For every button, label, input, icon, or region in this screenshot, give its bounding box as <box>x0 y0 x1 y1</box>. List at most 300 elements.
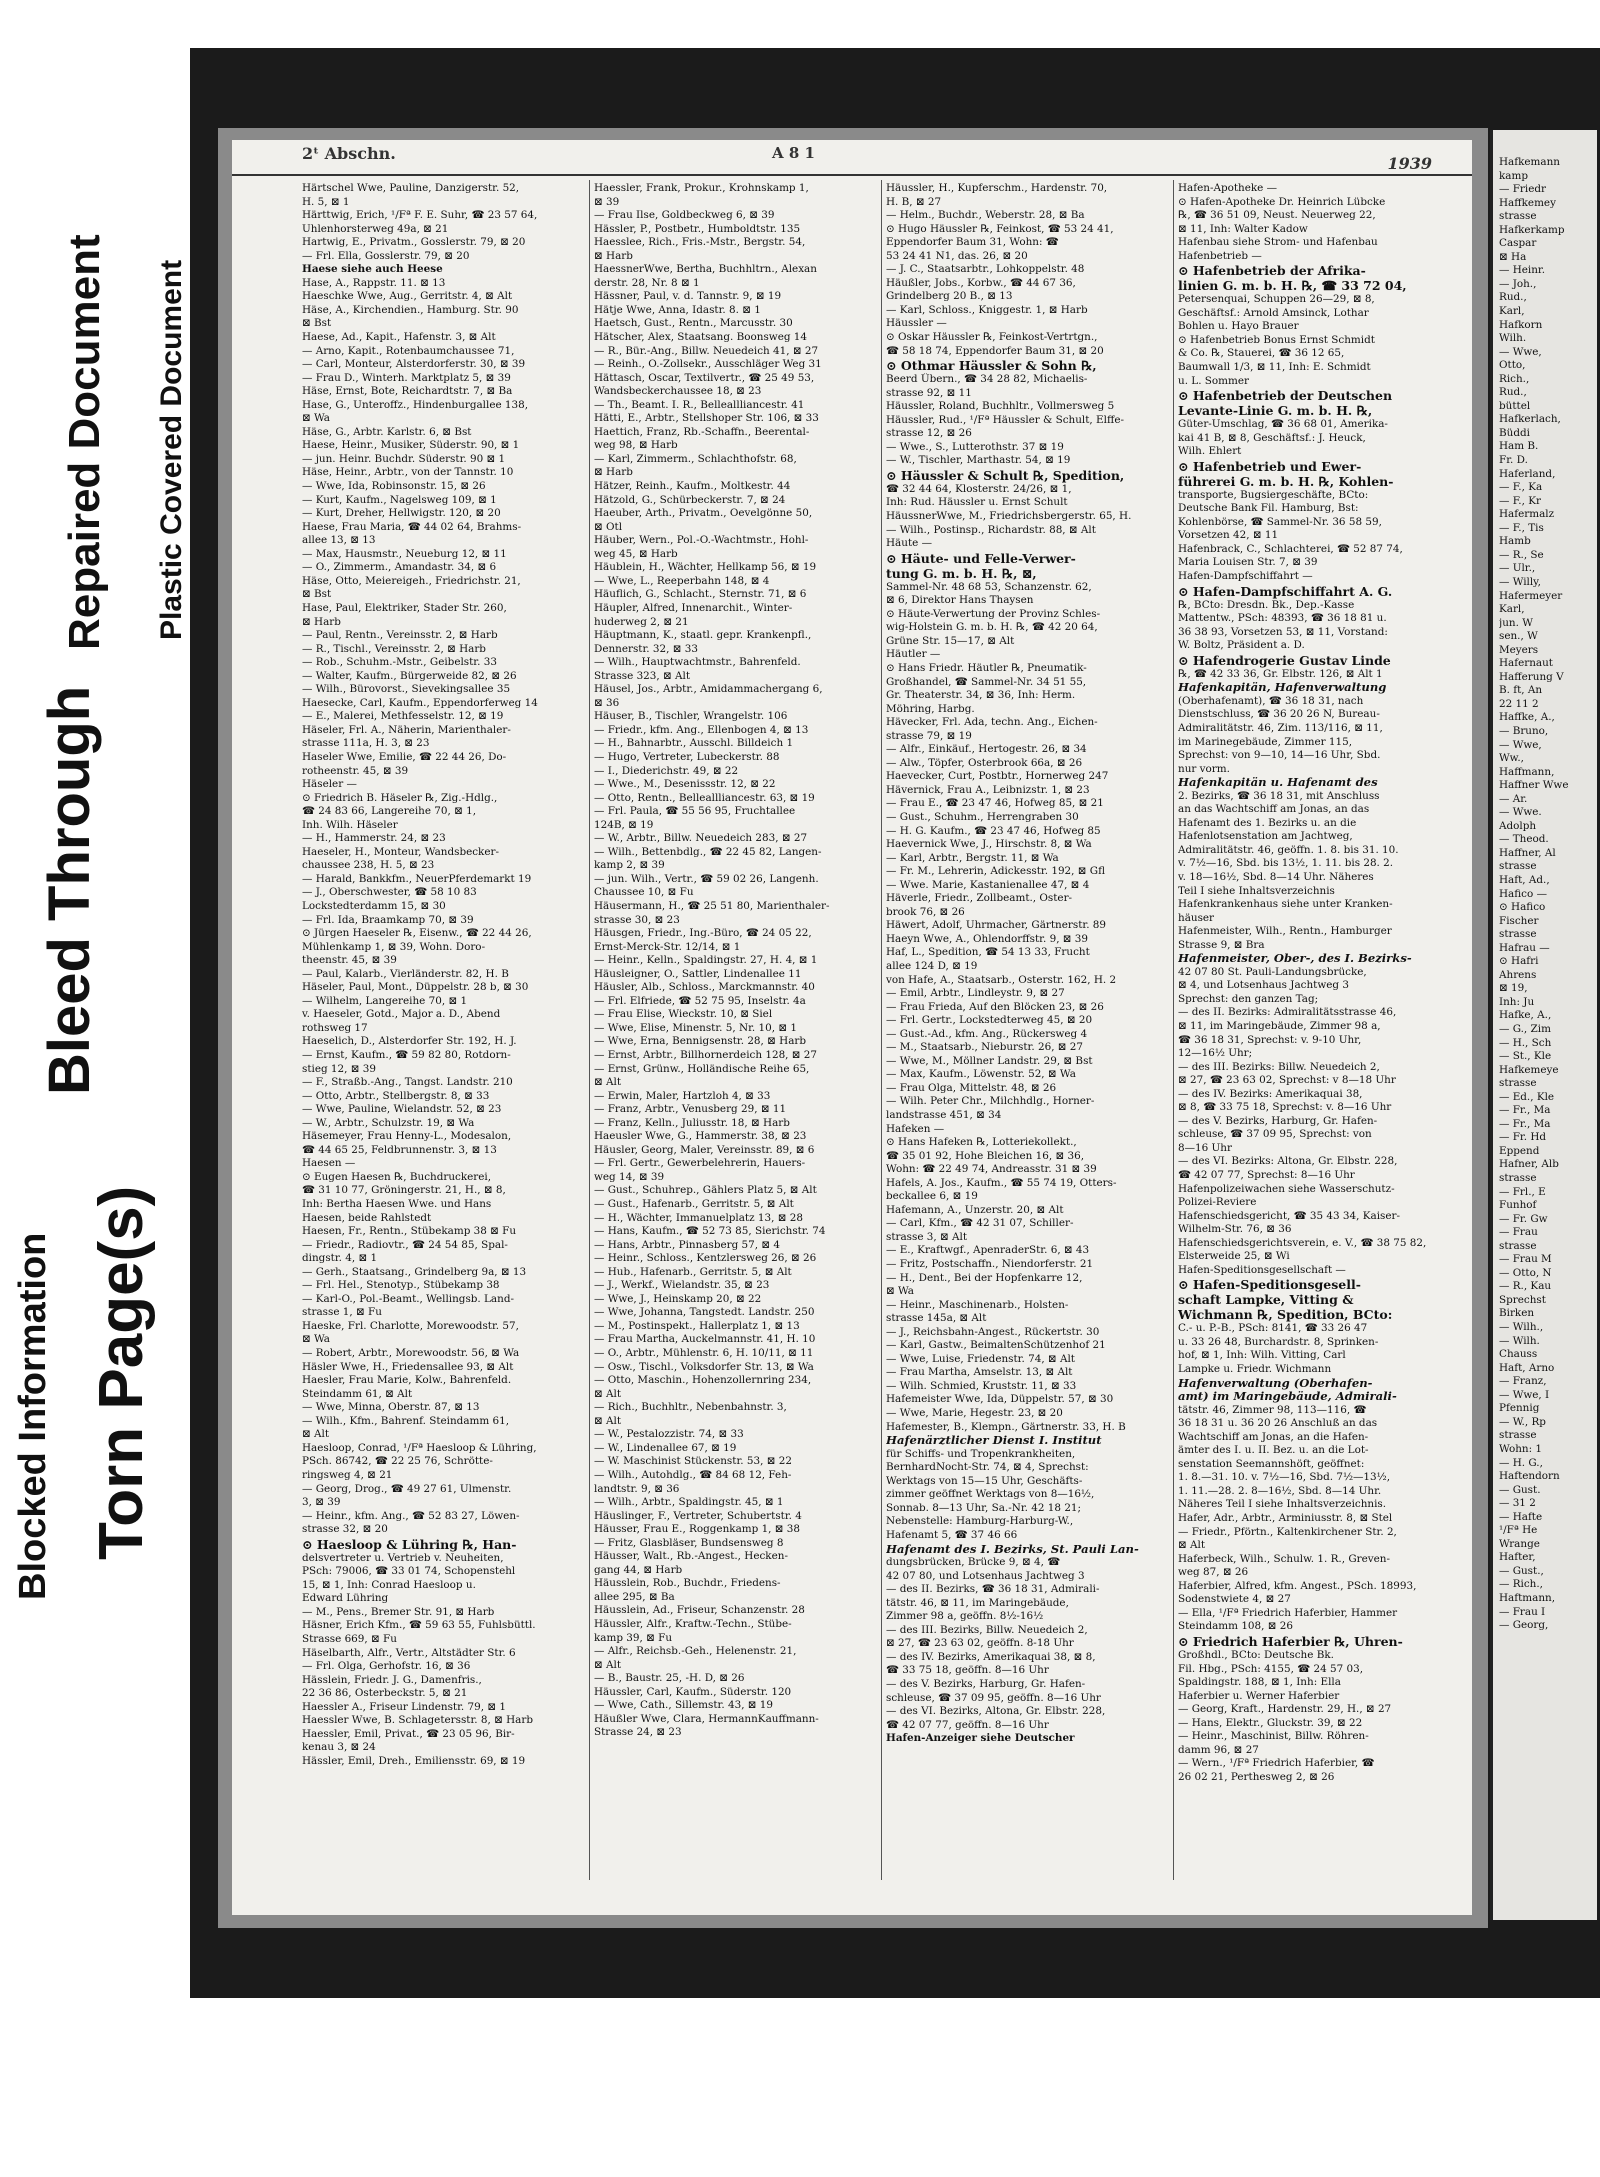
directory-entry-line: Sonnab. 8—13 Uhr, Sa.-Nr. 42 18 21; <box>886 1501 1082 1514</box>
directory-entry-line: Hafenmeister, Ober-, des I. Bezirks- <box>1178 952 1412 966</box>
directory-entry-line: strasse 79, ⊠ 19 <box>886 729 972 742</box>
directory-entry-line: Strasse 24, ⊠ 23 <box>594 1726 682 1739</box>
directory-entry-line: — F., Tis <box>1499 521 1544 534</box>
directory-entry-line: 42 07 80 St. Pauli-Landungsbrücke, <box>1178 965 1367 978</box>
directory-entry-line: chaussee 238, H. 5, ⊠ 23 <box>302 859 435 872</box>
directory-entry-line: Häusser, Frau E., Roggenkamp 1, ⊠ 38 <box>594 1523 801 1536</box>
directory-entry-line: Hafermeyer <box>1499 589 1563 602</box>
directory-entry-line: — W., Pestalozzistr. 74, ⊠ 33 <box>594 1428 744 1441</box>
directory-entry-line: Hafemann, A., Unzerstr. 20, ⊠ Alt <box>886 1203 1064 1216</box>
directory-entry-line: — Otto, Rentn., Belleallliancestr. 63, ⊠ 19 <box>594 791 815 804</box>
directory-entry-line: ⊠ 8, ☎ 33 75 18, Sprechst: v. 8—16 Uhr <box>1178 1101 1392 1114</box>
directory-entry-line: tätstr. 46, ⊠ 11, im Maringebäude, <box>886 1596 1069 1609</box>
directory-entry-line: Haffner Wwe <box>1499 779 1569 792</box>
directory-entry-line: Haese, Ad., Kapit., Hafenstr. 3, ⊠ Alt <box>302 331 496 344</box>
directory-entry-line: Häusser, Walt., Rb.-Angest., Hecken- <box>594 1550 788 1563</box>
directory-entry-line: Kohlenbörse, ☎ Sammel-Nr. 36 58 59, <box>1178 515 1382 528</box>
directory-entry-line: ⊙ Hafri <box>1499 955 1539 968</box>
directory-entry-line: — Heinr., Maschinenarb., Holsten- <box>886 1298 1069 1311</box>
directory-entry-line: Sprechst: den ganzen Tag; <box>1178 992 1319 1005</box>
directory-entry-line: häuser <box>1178 911 1215 924</box>
directory-entry-line: 22 11 2 <box>1499 697 1539 710</box>
directory-entry-line: Möhring, Harbg. <box>886 702 975 715</box>
directory-entry-line: ℞, BCto: Dresdn. Bk., Dep.-Kasse <box>1178 598 1355 611</box>
directory-entry-line: strasse 12, ⊠ 26 <box>886 427 972 440</box>
directory-entry-line: Zimmer 98 a, geöffn. 8½-16½ <box>886 1610 1044 1623</box>
directory-entry-line: Fr. D. <box>1499 454 1528 467</box>
directory-entry-line: Karl, <box>1499 603 1525 616</box>
directory-entry-line: — Ulr., <box>1499 562 1536 575</box>
directory-entry-line: Häusslein, Ad., Friseur, Schanzenstr. 28 <box>594 1604 805 1617</box>
directory-entry-line: Güter-Umschlag, ☎ 36 68 01, Amerika- <box>1178 418 1388 431</box>
directory-entry-line: Otto, <box>1499 359 1526 372</box>
directory-entry-line: brook 76, ⊠ 26 <box>886 905 965 918</box>
directory-entry-line: — Fr. M., Lehrerin, Adickesstr. 192, ⊠ Gfl <box>886 865 1106 878</box>
directory-entry-line: Werktags von 15—15 Uhr, Geschäfts- <box>886 1474 1083 1487</box>
directory-entry-line: — Frl. Hel., Stenotyp., Stübekamp 38 <box>302 1279 500 1292</box>
directory-entry-line: ⊙ Hafen-Apotheke Dr. Heinrich Lübcke <box>1178 195 1386 208</box>
directory-entry-line: — Gust., Hafenarb., Gerritstr. 5, ⊠ Alt <box>594 1198 794 1211</box>
directory-entry-line: Admiralitätstr. 46, geöffn. 1. 8. bis 31. 10. <box>1178 843 1399 856</box>
directory-entry-line: ⊠ 36 <box>594 696 620 709</box>
directory-entry-line: Häusgen, Friedr., Ing.-Büro, ☎ 24 05 22, <box>594 927 812 940</box>
directory-entry-line: v. Haeseler, Gotd., Major a. D., Abend <box>302 1008 501 1021</box>
directory-entry-line: landstrasse 451, ⊠ 34 <box>886 1109 1002 1121</box>
directory-entry-line: Eppendorfer Baum 31, Wohn: ☎ <box>886 236 1059 249</box>
directory-entry-line: jun. W <box>1499 616 1533 629</box>
directory-entry-line: — des VI. Bezirks, Altona, Gr. Elbstr. 228, <box>886 1705 1106 1718</box>
blocked-information-label: Blocked Information <box>12 1232 54 1600</box>
column-2 <box>594 182 879 1882</box>
directory-entry-line: Hafen-Anzeiger siehe Deutscher <box>886 1732 1075 1745</box>
directory-entry-line: amt) im Maringebäude, Admirali- <box>1178 1390 1397 1404</box>
directory-entry-line: Chauss <box>1499 1348 1538 1361</box>
directory-entry-line: ⊠ Harb <box>302 615 341 628</box>
directory-entry-line: Häuber, Wern., Pol.-O.-Wachtmstr., Hohl- <box>594 534 809 547</box>
directory-entry-line: Häverle, Friedr., Zollbeamt., Oster- <box>886 892 1073 905</box>
directory-entry-line: PSch: 79006, ☎ 33 01 74, Schopenstehl <box>302 1565 516 1578</box>
directory-entry-line: allee 124 D, ⊠ 19 <box>886 959 978 972</box>
directory-entry-line: ⊙ Friedrich B. Häseler ℞, Zig.-Hdlg., <box>302 791 498 804</box>
directory-entry-line: Birken <box>1499 1307 1535 1320</box>
column-3 <box>886 182 1171 1882</box>
directory-entry-line: Sprechst <box>1499 1293 1546 1306</box>
directory-entry-line: ⊠ 11, Inh: Walter Kadow <box>1178 222 1308 235</box>
directory-entry-line: Spaldingstr. 188, ⊠ 1, Inh: Ella <box>1178 1676 1341 1689</box>
directory-entry-line: 42 07 80, und Lotsenhaus Jachtweg 3 <box>886 1569 1085 1582</box>
directory-entry-line: Häussler, Roland, Buchhltr., Vollmersweg 5 <box>886 400 1115 413</box>
directory-entry-line: Hafenverwaltung (Oberhafen- <box>1178 1376 1373 1390</box>
directory-entry-line: dingstr. 4, ⊠ 1 <box>302 1252 378 1265</box>
directory-entry-line: — H., Hammerstr. 24, ⊠ 23 <box>302 832 446 845</box>
directory-entry-line: — Th., Beamt. I. R., Belleallliancestr. 41 <box>594 398 805 411</box>
directory-entry-line: kamp 39, ⊠ Fu <box>594 1631 673 1644</box>
directory-entry-line: — Frau Martha, Auckelmannstr. 41, H. 10 <box>594 1333 816 1346</box>
directory-entry-line: — Heinr., Kelln., Spaldingstr. 27, H. 4, ⊠ 1 <box>594 954 818 967</box>
directory-entry-line: weg 14, ⊠ 39 <box>594 1170 665 1183</box>
directory-entry-line: — Wwe. Marie, Kastanienallee 47, ⊠ 4 <box>886 878 1090 891</box>
directory-entry-line: senstation Seemannshöft, geöffnet: <box>1178 1457 1365 1470</box>
directory-entry-line: damm 96, ⊠ 27 <box>1178 1743 1259 1756</box>
directory-entry-line: ⊠ 6, Direktor Hans Thaysen <box>886 594 1034 607</box>
directory-entry-line: Haferbier u. Werner Haferbier <box>1178 1689 1340 1702</box>
directory-entry-line: Adolph <box>1499 819 1537 832</box>
directory-entry-line: weg 87, ⊠ 26 <box>1178 1566 1249 1579</box>
directory-entry-line: — H., Bahnarbtr., Ausschl. Billdeich 1 <box>594 737 794 750</box>
directory-entry-line: — Frau <box>1499 1226 1538 1239</box>
directory-entry-line: Hafner, Alb <box>1499 1158 1559 1171</box>
directory-entry-line: 53 24 41 N1, das. 26, ⊠ 20 <box>886 249 1028 262</box>
directory-entry-line: Haesen, beide Rahlstedt <box>302 1211 432 1224</box>
directory-entry-line: Haettich, Franz, Rb.-Schaffn., Beerental- <box>594 425 810 438</box>
directory-entry-line: — Franz, Kelln., Juliusstr. 18, ⊠ Harb <box>594 1116 790 1129</box>
directory-entry-line: Großhandel, ☎ Sammel-Nr. 34 51 55, <box>886 675 1087 688</box>
directory-entry-line: strasse 145a, ⊠ Alt <box>886 1312 987 1325</box>
directory-entry-line: ☎ 58 18 74, Eppendorfer Baum 31, ⊠ 20 <box>886 344 1104 357</box>
directory-entry-line: theenstr. 45, ⊠ 39 <box>302 954 397 967</box>
directory-entry-line: Häute — <box>886 537 932 550</box>
directory-entry-line: — Wwe, Elise, Minenstr. 5, Nr. 10, ⊠ 1 <box>594 1021 797 1034</box>
directory-entry-line: für Schiffs- und Tropenkrankheiten, <box>886 1447 1076 1460</box>
directory-entry-line: Hässner, Paul, v. d. Tannstr. 9, ⊠ 19 <box>594 290 782 303</box>
directory-entry-line: Häusermann, H., ☎ 25 51 80, Marienthaler- <box>594 899 830 912</box>
directory-entry-line: — Franz, Arbtr., Venusberg 29, ⊠ 11 <box>594 1103 787 1116</box>
directory-entry-line: — Kurt, Kaufm., Nagelsweg 109, ⊠ 1 <box>302 493 497 506</box>
directory-entry-line: B. ft, An <box>1499 684 1543 697</box>
directory-entry-line: Hafenärztlicher Dienst I. Institut <box>886 1434 1102 1448</box>
directory-entry-line: — Friedr <box>1499 183 1546 196</box>
directory-entry-line: — Reinh., O.-Zollsekr., Ausschläger Weg 31 <box>594 358 822 371</box>
directory-entry-line: Hafenmeister, Wilh., Rentn., Hamburger <box>1178 925 1392 938</box>
directory-entry-line: Großhdl., BCto: Deutsche Bk. <box>1178 1648 1334 1661</box>
directory-entry-line: ⊙ Hafenbetrieb der Deutschen <box>1178 388 1393 404</box>
directory-entry-line: ⊠ 11, im Maringebäude, Zimmer 98 a, <box>1178 1019 1381 1032</box>
directory-entry-line: strasse <box>1499 1239 1537 1252</box>
directory-entry-line: Haeschke Wwe, Aug., Gerritstr. 4, ⊠ Alt <box>302 290 513 303</box>
directory-entry-line: Hafels, A. Jos., Kaufm., ☎ 55 74 19, Otters- <box>886 1176 1117 1189</box>
directory-entry-line: Büddi <box>1499 426 1530 439</box>
directory-entry-line: — Heinr., Maschinist, Billw. Röhren- <box>1178 1730 1369 1743</box>
directory-entry-line: Grüne Str. 15—17, ⊠ Alt <box>886 634 1015 647</box>
directory-entry-line: ⊠ 4, und Lotsenhaus Jachtweg 3 <box>1178 979 1349 992</box>
directory-entry-line: 22 36 86, Osterbeckstr. 5, ⊠ 21 <box>302 1687 468 1700</box>
directory-entry-line: Hafenschiedsgericht, ☎ 35 43 34, Kaiser- <box>1178 1209 1400 1222</box>
directory-entry-line: Härtschel Wwe, Pauline, Danzigerstr. 52, <box>302 182 520 194</box>
directory-entry-line: — Georg, <box>1499 1619 1549 1632</box>
directory-entry-line: — Heinr., Schloss., Kentzlersweg 26, ⊠ 26 <box>594 1252 817 1265</box>
directory-entry-line: Inh: Bertha Haesen Wwe. und Hans <box>302 1198 492 1211</box>
directory-entry-line: Haferbier, Alfred, kfm. Angest., PSch. 18993, <box>1178 1579 1417 1592</box>
torn-pages-label: Torn Page(s) <box>87 1185 156 1560</box>
directory-entry-line: Hafen-Dampfschiffahrt — <box>1178 570 1313 583</box>
directory-entry-line: Hafenbrack, C., Schlachterei, ☎ 52 87 74, <box>1178 542 1403 555</box>
directory-entry-line: Hafemester, B., Klempn., Gärtnerstr. 33, H. B <box>886 1420 1126 1433</box>
directory-entry-line: Haffmann, <box>1499 765 1555 778</box>
directory-entry-line: — Wwe, Pauline, Wielandstr. 52, ⊠ 23 <box>302 1103 502 1116</box>
directory-entry-line: Haseler Wwe, Emilie, ☎ 22 44 26, Do- <box>302 750 507 763</box>
directory-entry-line: ☎ 24 83 66, Langereihe 70, ⊠ 1, <box>302 805 477 818</box>
directory-entry-line: — Joh., <box>1499 277 1537 290</box>
directory-entry-line: — W., Rp <box>1499 1415 1546 1428</box>
directory-entry-line: Häse, Heinr., Arbtr., von der Tannstr. 10 <box>302 466 514 479</box>
directory-entry-line: ℞, ☎ 42 33 36, Gr. Elbstr. 126, ⊠ Alt 1 <box>1178 667 1383 680</box>
directory-entry-line: 36 38 93, Vorsetzen 53, ⊠ 11, Vorstand: <box>1178 625 1388 638</box>
directory-entry-line: v. 7½—16, Sbd. bis 13½, 1. 11. bis 28. 2. <box>1178 857 1394 870</box>
directory-entry-line: ⊠ Wa <box>302 1333 330 1346</box>
directory-entry-line: 8—16 Uhr <box>1178 1141 1232 1154</box>
directory-entry-line: — Wilh. Schmied, Kruststr. 11, ⊠ 33 <box>886 1379 1077 1392</box>
directory-entry-line: ☎ 32 44 64, Klosterstr. 24/26, ⊠ 1, <box>886 482 1072 495</box>
directory-entry-line: strasse <box>1499 1077 1537 1090</box>
directory-entry-line: derstr. 28, Nr. 8 ⊠ 1 <box>594 276 700 289</box>
directory-entry-line: Hätzold, G., Schürbeckerstr. 7, ⊠ 24 <box>594 493 786 506</box>
directory-entry-line: Hässler, P., Postbetr., Humboldtstr. 135 <box>594 222 801 235</box>
directory-entry-line: Hartwig, E., Privatm., Gosslerstr. 79, ⊠ 20 <box>302 236 526 249</box>
directory-entry-line: — jun. Heinr. Buchdr. Süderstr. 90 ⊠ 1 <box>302 452 506 465</box>
directory-entry-line: — M., Postinspekt., Hallerplatz 1, ⊠ 13 <box>594 1319 800 1332</box>
directory-page <box>232 140 1472 1915</box>
directory-entry-line: Hävernick, Frau A., Leibnizstr. 1, ⊠ 23 <box>886 783 1090 796</box>
directory-entry-line: Häussler, Alfr., Kraftw.-Techn., Stübe- <box>594 1617 792 1630</box>
directory-entry-line: — Hugo, Vertreter, Lubeckerstr. 88 <box>594 750 780 763</box>
directory-entry-line: Haesslee, Rich., Fris.-Mstr., Bergstr. 54, <box>594 236 806 249</box>
directory-entry-line: strasse <box>1499 860 1537 873</box>
directory-entry-line: — Frl. Gertr., Lockstedterweg 45, ⊠ 20 <box>886 1014 1093 1027</box>
directory-entry-line: ⊠ Alt <box>302 1428 330 1441</box>
directory-entry-line: Hafenkapitän, Hafenverwaltung <box>1178 681 1387 695</box>
bleed-through-label: Bleed Through <box>37 685 102 1095</box>
directory-entry-line: Hätscher, Alex, Staatsang. Boonsweg 14 <box>594 331 808 344</box>
directory-entry-line: 3, ⊠ 39 <box>302 1496 341 1509</box>
directory-entry-line: Fil. Hbg., PSch: 4155, ☎ 24 57 03, <box>1178 1662 1364 1675</box>
directory-entry-line: — Wwe, Ida, Robinsonstr. 15, ⊠ 26 <box>302 480 486 493</box>
directory-entry-line: — Ernst, Grünw., Holländische Reihe 65, <box>594 1062 810 1075</box>
directory-entry-line: strasse <box>1499 1172 1537 1185</box>
directory-entry-line: delsvertreter u. Vertrieb v. Neuheiten, <box>302 1551 504 1564</box>
directory-entry-line: — 31 2 <box>1499 1497 1536 1510</box>
directory-entry-line: — Wwe. <box>1499 806 1542 819</box>
directory-entry-line: strasse 1, ⊠ Fu <box>302 1306 382 1319</box>
directory-entry-line: — F., Ka <box>1499 481 1543 494</box>
directory-entry-line: — Franz, <box>1499 1375 1547 1388</box>
directory-entry-line: Steindamm 108, ⊠ 26 <box>1178 1620 1293 1633</box>
directory-entry-line: Eppend <box>1499 1144 1540 1157</box>
directory-entry-line: Häsler Wwe, H., Friedensallee 93, ⊠ Alt <box>302 1360 514 1373</box>
directory-entry-line: ⊙ Oskar Häussler ℞, Feinkost-Vertrtgn., <box>886 331 1098 344</box>
directory-entry-line: ⊠ Wa <box>302 412 330 425</box>
directory-entry-line: allee 13, ⊠ 13 <box>302 534 376 547</box>
directory-entry-line: — W., Tischler, Marthastr. 54, ⊠ 19 <box>886 454 1071 467</box>
directory-entry-line: ☎ 36 18 31, Sprechst: v. 9-10 Uhr, <box>1178 1033 1362 1046</box>
directory-entry-line: — Wilh. Peter Chr., Milchhdlg., Horner- <box>886 1095 1095 1108</box>
directory-entry-line: Haft, Ad., <box>1499 873 1550 886</box>
directory-entry-line: Hafenbau siehe Strom- und Hafenbau <box>1178 236 1378 249</box>
directory-entry-line: Fischer <box>1499 914 1539 927</box>
directory-entry-line: kenau 3, ⊠ 24 <box>302 1741 376 1754</box>
directory-entry-line: — W. Maschinist Stückenstr. 53, ⊠ 22 <box>594 1455 792 1468</box>
directory-entry-line: ⊠ Otl <box>594 520 623 533</box>
directory-entry-line: Hafkemeye <box>1499 1063 1559 1076</box>
directory-entry-line: — Fr. Hd <box>1499 1131 1547 1144</box>
directory-entry-line: — Karl, Zimmerm., Schlachthofstr. 68, <box>594 452 797 465</box>
directory-entry-line: PSch. 86742, ☎ 22 25 76, Schrötte- <box>302 1455 493 1468</box>
directory-entry-line: Karl, <box>1499 305 1525 318</box>
directory-entry-line: Meyers <box>1499 643 1539 656</box>
directory-entry-line: — Wwe, Cath., Sillemstr. 43, ⊠ 19 <box>594 1699 774 1712</box>
directory-entry-line: ⊠ Alt <box>594 1076 622 1089</box>
directory-entry-line: ☎ 42 07 77, Sprechst: 8—16 Uhr <box>1178 1169 1355 1181</box>
directory-entry-line: — H., Sch <box>1499 1036 1552 1049</box>
directory-entry-line: — Wwe, L., Reeperbahn 148, ⊠ 4 <box>594 574 770 587</box>
directory-entry-line: Hafermalz <box>1499 508 1555 521</box>
directory-entry-line: — Max, Hausmstr., Neueburg 12, ⊠ 11 <box>302 547 507 560</box>
directory-entry-line: ⊠ 27, ☎ 23 63 02, geöffn. 8-18 Uhr <box>886 1637 1074 1650</box>
directory-entry-line: — Friedr., Pförtn., Kaltenkirchener Str. 2, <box>1178 1525 1397 1538</box>
directory-entry-line: Häselbarth, Alfr., Vertr., Altstädter Str. 6 <box>302 1646 516 1659</box>
directory-entry-line: ⊙ Hans Friedr. Häutler ℞, Pneumatik- <box>886 661 1087 674</box>
directory-entry-line: — des V. Bezirks, Harburg, Gr. Hafen- <box>886 1677 1086 1690</box>
directory-entry-line: Haeyn Wwe, A., Ohlendorffstr. 9, ⊠ 39 <box>886 932 1089 945</box>
directory-entry-line: — F., Straßb.-Ang., Tangst. Landstr. 210 <box>302 1076 513 1089</box>
directory-entry-line: — Ed., Kle <box>1499 1090 1555 1103</box>
directory-entry-line: Häusler, Georg, Maler, Vereinsstr. 89, ⊠ 6 <box>594 1143 815 1156</box>
directory-entry-line: zimmer geöffnet Werktags von 8—16½, <box>886 1488 1095 1501</box>
directory-entry-line: Häupler, Alfred, Innenarchit., Winter- <box>594 601 793 614</box>
directory-entry-line: Ham B. <box>1499 440 1539 453</box>
directory-entry-line: — Friedr., Radiovtr., ☎ 24 54 85, Spal- <box>302 1238 508 1251</box>
directory-entry-line: — Frau Martha, Amselstr. 13, ⊠ Alt <box>886 1366 1073 1379</box>
directory-entry-line: Häuptmann, K., staatl. gepr. Krankenpfl., <box>594 629 812 642</box>
directory-entry-line: — Walter, Kaufm., Bürgerweide 82, ⊠ 26 <box>302 669 517 682</box>
directory-entry-line: Hafernaut <box>1499 657 1553 670</box>
directory-entry-line: Hafen-Speditionsgesellschaft — <box>1178 1263 1346 1276</box>
directory-entry-line: ⊙ Häussler & Schult ℞, Spedition, <box>886 467 1125 483</box>
directory-entry-line: Strasse 9, ⊠ Bra <box>1178 938 1265 951</box>
directory-entry-line: Hafkerkamp <box>1499 223 1565 236</box>
directory-entry-line: 26 02 21, Perthesweg 2, ⊠ 26 <box>1178 1770 1335 1783</box>
directory-entry-line: — R., Se <box>1499 548 1544 561</box>
directory-entry-line: — R., Kau <box>1499 1280 1552 1293</box>
directory-entry-line: Hafen-Apotheke — <box>1178 182 1278 194</box>
directory-entry-line: Maria Louisen Str. 7, ⊠ 39 <box>1178 556 1318 569</box>
directory-entry-line: Haffner, Al <box>1499 846 1556 859</box>
directory-entry-line: — H., Dent., Bei der Hopfenkarre 12, <box>886 1271 1083 1284</box>
directory-entry-line: Teil I siehe Inhaltsverzeichnis <box>1178 884 1335 897</box>
directory-entry-line: Hässler, Emil, Dreh., Emiliensstr. 69, ⊠ 19 <box>302 1754 526 1767</box>
directory-entry-line: — Alfr., Reichsb.-Geh., Helenenstr. 21, <box>594 1645 797 1658</box>
directory-entry-line: Edward Lühring <box>302 1592 389 1605</box>
directory-entry-line: — Kurt, Dreher, Hellwigstr. 120, ⊠ 20 <box>302 507 501 520</box>
directory-entry-line: Gr. Theaterstr. 34, ⊠ 36, Inh: Herm. <box>886 689 1076 702</box>
directory-entry-line: Wandsbeckerchaussee 18, ⊠ 23 <box>594 385 762 398</box>
directory-entry-line: rothsweg 17 <box>302 1021 368 1034</box>
directory-entry-line: tung G. m. b. H. ℞, ⊠, <box>886 565 1037 581</box>
directory-entry-line: nur vorm. <box>1178 762 1230 775</box>
directory-entry-line: Hafemeister Wwe, Ida, Düppelstr. 57, ⊠ 30 <box>886 1393 1114 1406</box>
directory-entry-line: Hafrau — <box>1499 941 1550 954</box>
directory-entry-line: — Alw., Töpfer, Osterbrook 66a, ⊠ 26 <box>886 756 1083 769</box>
directory-entry-line: 124B, ⊠ 19 <box>594 818 654 831</box>
directory-entry-line: ⊠ Alt <box>594 1658 622 1671</box>
directory-entry-line: — Wwe, Minna, Oberstr. 87, ⊠ 13 <box>302 1401 480 1414</box>
directory-entry-line: — R., Bür.-Ang., Billw. Neuedeich 41, ⊠ 27 <box>594 344 819 357</box>
directory-entry-line: — Emil, Arbtr., Lindleystr. 9, ⊠ 27 <box>886 987 1065 1000</box>
directory-entry-line: Häusel, Jos., Arbtr., Amidammachergang 6, <box>594 683 823 696</box>
directory-entry-line: landtstr. 9, ⊠ 36 <box>594 1482 680 1495</box>
directory-entry-line: Hafer, Adr., Arbtr., Arminiusstr. 8, ⊠ Stel <box>1178 1512 1393 1525</box>
directory-entry-line: — Wwe, M., Möllner Landstr. 29, ⊠ Bst <box>886 1054 1093 1067</box>
directory-entry-line: — Frau D., Winterh. Marktplatz 5, ⊠ 39 <box>302 371 511 384</box>
directory-entry-line: 36 18 31 u. 36 20 26 Anschluß an das <box>1178 1417 1378 1430</box>
directory-entry-line: schleuse, ☎ 37 09 95, Sprechst: von <box>1178 1128 1372 1141</box>
directory-entry-line: — Friedr., kfm. Ang., Ellenbogen 4, ⊠ 13 <box>594 723 809 736</box>
directory-entry-line: ⊙ Häute- und Felle-Verwer- <box>886 550 1076 566</box>
directory-entry-line: — Rich., <box>1499 1578 1543 1591</box>
directory-entry-line: — Wwe, <box>1499 345 1542 358</box>
directory-entry-line: — Georg, Kraft., Hardenstr. 29, H., ⊠ 27 <box>1178 1703 1392 1716</box>
directory-entry-line: an das Wachtschiff am Jonas, an das <box>1178 803 1370 816</box>
directory-entry-line: — H., Wächter, Immanuelplatz 13, ⊠ 28 <box>594 1211 803 1224</box>
directory-entry-line: Haesen — <box>302 1157 356 1170</box>
directory-entry-line: Haft, Arno <box>1499 1361 1555 1374</box>
directory-entry-line: — R., Tischl., Vereinsstr. 2, ⊠ Harb <box>302 642 486 655</box>
directory-entry-line: — Wwe, Johanna, Tangstedt. Landstr. 250 <box>594 1306 815 1319</box>
directory-entry-line: ☎ 33 75 18, geöffn. 8—16 Uhr <box>886 1664 1049 1677</box>
adjacent-page-strip <box>1490 130 1597 1920</box>
directory-entry-line: ☎ 42 07 77, geöffn. 8—16 Uhr <box>886 1718 1049 1731</box>
directory-entry-line: — Wwe, Erna, Bennigsenstr. 28, ⊠ Harb <box>594 1035 807 1048</box>
directory-entry-line: C.- u. P.-B., PSch: 8141, ☎ 33 26 47 <box>1178 1322 1368 1335</box>
directory-entry-line: — O., Arbtr., Mühlenstr. 6, H. 10/11, ⊠ 11 <box>594 1347 814 1360</box>
directory-entry-line: — Frau Elise, Wieckstr. 10, ⊠ Siel <box>594 1008 773 1021</box>
directory-entry-line: strasse 92, ⊠ 11 <box>886 386 972 399</box>
directory-entry-line: Häusleigner, O., Sattler, Lindenallee 11 <box>594 967 802 980</box>
directory-entry-line: — Bruno, <box>1499 724 1549 737</box>
directory-entry-line: — Otto, N <box>1499 1266 1552 1279</box>
directory-entry-line: — Heinr., kfm. Ang., ☎ 52 83 27, Löwen- <box>302 1509 520 1522</box>
directory-entry-line: — Paul, Kalarb., Vierländerstr. 82, H. B <box>302 967 509 980</box>
directory-entry-line: — des III. Bezirks: Billw. Neuedeich 2, <box>1178 1060 1380 1073</box>
directory-entry-line: Bohlen u. Hayo Brauer <box>1178 320 1299 333</box>
directory-entry-line: Chaussee 10, ⊠ Fu <box>594 886 694 899</box>
directory-entry-line: Hafenkrankenhaus siehe unter Kranken- <box>1178 898 1393 911</box>
directory-entry-line: ⊙ Hafen-Dampfschiffahrt A. G. <box>1178 583 1393 599</box>
directory-entry-line: Härttwig, Erich, ¹/Fª F. E. Suhr, ☎ 23 57 64, <box>302 209 538 222</box>
directory-entry-line: strasse 3, ⊠ Alt <box>886 1230 968 1243</box>
adjacent-page-column <box>1499 156 1597 1856</box>
directory-entry-line: ⊠ 19, <box>1499 982 1528 995</box>
directory-entry-line: — Frl. Ida, Braamkamp 70, ⊠ 39 <box>302 913 474 926</box>
directory-entry-line: Hätzer, Reinh., Kaufm., Moltkestr. 44 <box>594 480 791 493</box>
directory-entry-line: Häse, Otto, Meiereigeh., Friedrichstr. 21, <box>302 574 521 587</box>
directory-entry-line: — W., Arbtr., Billw. Neuedeich 283, ⊠ 27 <box>594 832 808 845</box>
directory-entry-line: Mattentw., PSch: 48393, ☎ 36 18 81 u. <box>1178 612 1387 625</box>
directory-entry-line: — Frau E., ☎ 23 47 46, Hofweg 85, ⊠ 21 <box>886 797 1104 810</box>
directory-entry-line: Haeselich, D., Alsterdorfer Str. 192, H. J. <box>302 1035 517 1048</box>
directory-entry-line: Sodenstwiete 4, ⊠ 27 <box>1178 1593 1291 1606</box>
directory-entry-line: H. B, ⊠ 27 <box>886 195 942 208</box>
directory-entry-line: — Wilh., Autohdlg., ☎ 84 68 12, Feh- <box>594 1468 792 1481</box>
directory-entry-line: schleuse, ☎ 37 09 95, geöffn. 8—16 Uhr <box>886 1691 1101 1704</box>
directory-entry-line: — W., Lindenallee 67, ⊠ 19 <box>594 1441 737 1454</box>
directory-entry-line: Häsemeyer, Frau Henny-L., Modesalon, <box>302 1130 512 1143</box>
directory-entry-line: Steindamm 61, ⊠ Alt <box>302 1387 413 1400</box>
directory-entry-line: — Frl. Olga, Gerhofstr. 16, ⊠ 36 <box>302 1660 471 1673</box>
directory-entry-line: Hafenpolizeiwachen siehe Wasserschutz- <box>1178 1182 1395 1195</box>
directory-entry-line: Wilhelm-Str. 76, ⊠ 36 <box>1178 1223 1292 1236</box>
directory-entry-line: Inh: Ju <box>1499 995 1535 1008</box>
directory-entry-line: Hafkerlach, <box>1499 413 1561 426</box>
